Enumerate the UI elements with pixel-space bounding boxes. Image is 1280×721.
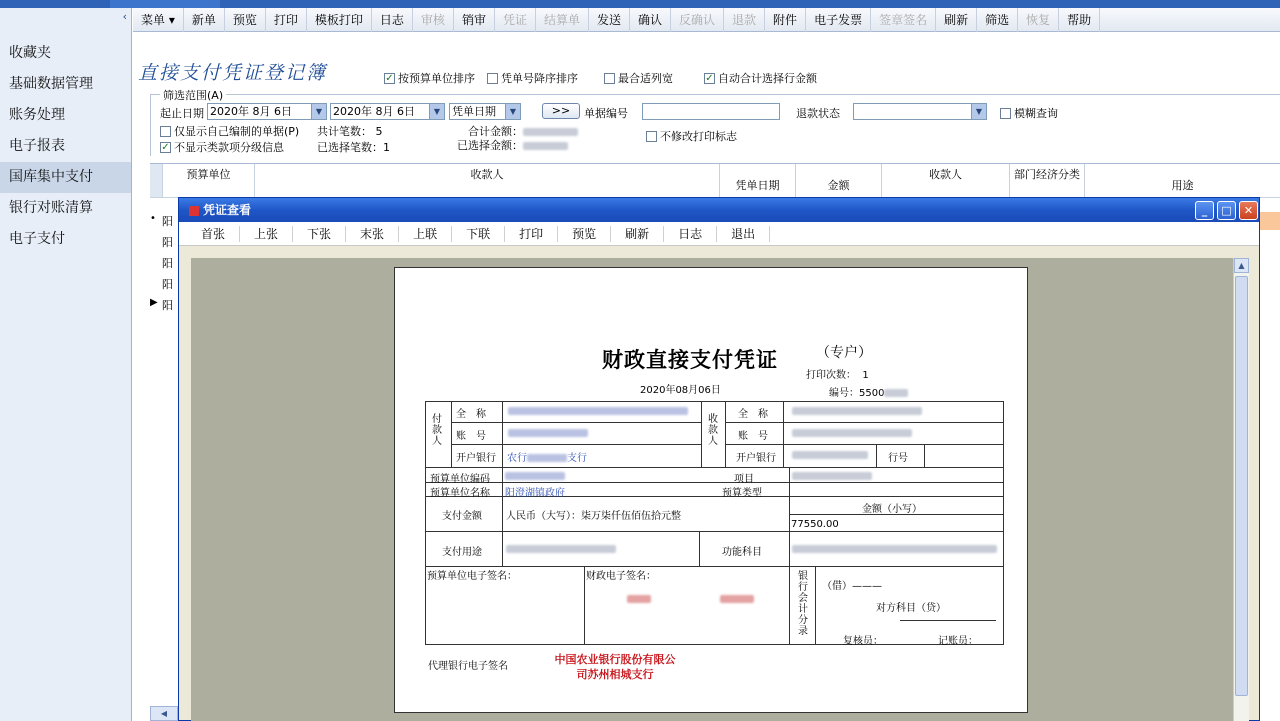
toolbar-button[interactable]: 发送 (589, 8, 630, 32)
blurred-value (792, 429, 912, 437)
toolbar-button[interactable]: 审核 (413, 8, 454, 32)
toolbar-button[interactable]: 筛选 (977, 8, 1018, 32)
print-count-label: 打印次数： (806, 370, 856, 381)
blurred-value (884, 389, 908, 397)
collapse-icon[interactable]: ‹ (122, 10, 127, 23)
func-subject-label: 功能科目 (722, 547, 762, 558)
sidebar-item[interactable]: 收藏夹 (9, 45, 51, 61)
grid-header-econ-class[interactable]: 部门经济分类 (1010, 164, 1085, 198)
payee-account-label: 账 号 (738, 431, 768, 442)
grid-header-unit[interactable]: 预算单位 (163, 164, 255, 198)
window-titlebar[interactable] (179, 198, 1259, 222)
payee-fullname-value (792, 406, 922, 417)
chevron-down-icon[interactable]: ▼ (971, 104, 986, 119)
payee-bank-label: 开户银行 (736, 453, 776, 464)
blurred-value (792, 451, 868, 459)
credit-label: 对方科目（贷） (876, 603, 946, 614)
unit-code-label: 预算单位编码 (430, 474, 490, 485)
chevron-down-icon[interactable]: ▼ (505, 104, 520, 119)
viewer-toolbar-button[interactable]: 打印 (505, 226, 558, 242)
scroll-left-icon[interactable]: ◀ (150, 706, 178, 721)
hide-detail-label: 不显示类款项分级信息 (174, 141, 284, 154)
page-title: 直接支付凭证登记簿 (138, 62, 328, 84)
toolbar-button[interactable]: 帮助 (1059, 8, 1100, 32)
main-toolbar (133, 8, 1280, 32)
payee-bank-value (792, 450, 868, 461)
sidebar-item[interactable]: 电子报表 (9, 138, 65, 154)
refund-status-select[interactable] (853, 103, 987, 120)
sidebar-item[interactable]: 银行对账清算 (9, 200, 93, 216)
payee-fullname-label: 全 称 (738, 409, 768, 420)
voucher-serial (829, 384, 908, 399)
only-mine-label: 仅显示自己编制的单据(P) (174, 125, 300, 138)
minimize-button[interactable]: _ (1195, 201, 1214, 220)
viewer-toolbar (179, 222, 1259, 246)
grid-header-amount[interactable]: 金额 (796, 164, 882, 198)
checkbox-checked-icon: ✓ (385, 72, 394, 84)
auto-sum-label: 自动合计选择行金额 (718, 72, 817, 85)
fuzzy-query-checkbox[interactable] (1000, 105, 1058, 121)
blurred-value (523, 142, 568, 150)
refund-status-label: 退款状态 (796, 107, 840, 120)
total-amount-label: 合计金额： (468, 125, 523, 138)
purpose-label: 支付用途 (442, 547, 482, 558)
selected-row-highlight (1258, 212, 1280, 230)
viewer-toolbar-button[interactable]: 末张 (346, 226, 399, 242)
doc-no-input[interactable] (642, 103, 780, 120)
sidebar (0, 8, 132, 721)
table-row[interactable]: 阳 (162, 257, 173, 270)
scroll-up-icon[interactable]: ▲ (1234, 258, 1249, 273)
checkbox-icon (487, 73, 498, 84)
selected-count-label: 已选择笔数： (317, 141, 383, 154)
toolbar-button[interactable]: 打印 (266, 8, 307, 32)
blurred-value (508, 429, 588, 437)
amount-lower-label: 金额（小写） (862, 504, 922, 515)
checkbox-icon (1000, 108, 1011, 119)
toolbar-button[interactable]: 新单 (184, 8, 225, 32)
no-print-mark-label: 不修改打印标志 (660, 130, 737, 143)
blurred-value (523, 128, 578, 136)
date-to-value: 2020年 8月 6日 (333, 105, 415, 118)
finance-sign-stamp-2 (720, 594, 754, 605)
blurred-value (508, 407, 688, 415)
print-count-value: 1 (862, 370, 869, 381)
budget-type-label: 预算类型 (722, 488, 762, 499)
finance-sign-stamp-1 (627, 594, 651, 605)
checkbox-icon (160, 126, 171, 137)
finance-sign-label: 财政电子签名： (586, 571, 656, 582)
checkbox-checked-icon: ✓ (705, 72, 714, 84)
toolbar-button[interactable]: 退款 (724, 8, 765, 32)
viewer-toolbar-button[interactable]: 预览 (558, 226, 611, 242)
payee-label: 收款人 (708, 414, 718, 447)
row-marker-icon: • (150, 213, 156, 224)
fuzzy-query-label: 模糊查询 (1014, 107, 1058, 120)
table-row[interactable]: 阳 (162, 278, 173, 291)
amount-upper-value: 人民币（大写）：柒万柒仟伍佰伍拾元整 (506, 511, 681, 522)
payer-label: 付款人 (432, 414, 442, 447)
only-mine-checkbox[interactable] (160, 123, 299, 139)
grid-header-purpose[interactable]: 用途 (1085, 164, 1280, 198)
blurred-value (527, 454, 567, 462)
viewer-toolbar-button[interactable]: 刷新 (611, 226, 664, 242)
blurred-value (792, 545, 997, 553)
debit-label: （借）——— (822, 581, 882, 592)
toolbar-button[interactable]: 签章签名 (871, 8, 936, 32)
selected-count-display (317, 139, 390, 155)
toolbar-button[interactable]: 反确认 (671, 8, 724, 32)
payer-bank-prefix: 农行 (507, 453, 527, 464)
agent-bank-stamp (540, 652, 690, 682)
reviewer-label: 复核员： (843, 636, 883, 647)
sort-desc-checkbox[interactable] (487, 70, 578, 86)
payer-bank-label: 开户银行 (456, 453, 496, 464)
bookkeeper-label: 记账员： (938, 636, 978, 647)
viewer-toolbar-button[interactable]: 上张 (240, 226, 293, 242)
selected-amount-display (457, 137, 568, 153)
viewer-toolbar-button[interactable]: 退出 (717, 226, 770, 242)
project-label: 项目 (734, 474, 754, 485)
voucher-tag: （专户） (816, 345, 872, 361)
bank-no-label: 行号 (888, 453, 908, 464)
maximize-button[interactable]: □ (1217, 201, 1236, 220)
hide-detail-checkbox[interactable] (160, 139, 284, 155)
stamp-line-2: 司苏州相城支行 (576, 668, 654, 681)
total-count-display (317, 123, 383, 139)
voucher-date: 2020年08月06日 (640, 385, 721, 396)
row-marker-icon: ▶ (150, 297, 158, 308)
blurred-value (792, 472, 872, 480)
checkbox-checked-icon: ✓ (161, 141, 170, 153)
sort-desc-label: 凭单号降序排序 (501, 72, 578, 85)
agent-bank-sign-label: 代理银行电子签名 (428, 661, 508, 672)
total-count-value: 5 (375, 125, 383, 138)
bank-entry-label: 银行会计分录 (798, 571, 808, 637)
sidebar-item[interactable]: 国库集中支付 (0, 162, 131, 193)
toolbar-button[interactable]: 电子发票 (806, 8, 871, 32)
voucher-title: 财政直接支付凭证 (602, 347, 778, 372)
viewer-toolbar-button[interactable]: 下张 (293, 226, 346, 242)
blurred-value (627, 595, 651, 603)
date-to-picker[interactable] (330, 103, 445, 120)
sidebar-item[interactable]: 电子支付 (9, 231, 65, 247)
blurred-value (505, 472, 565, 480)
serial-label: 编号：5500 (829, 388, 885, 399)
grid-header-payee[interactable]: 收款人 (255, 164, 720, 198)
checkbox-icon (604, 73, 615, 84)
table-row[interactable]: 阳 (162, 215, 173, 228)
func-subject-value (792, 544, 997, 555)
viewer-toolbar-button[interactable]: 上联 (399, 226, 452, 242)
viewer-toolbar-button[interactable]: 首张 (187, 226, 240, 242)
toolbar-button[interactable]: 日志 (372, 8, 413, 32)
window-title: 凭证查看 (203, 203, 252, 217)
print-count (806, 366, 869, 381)
doc-no-label: 单据编号 (584, 107, 628, 120)
auto-sum-checkbox[interactable] (704, 70, 817, 86)
payer-bank-suffix: 支行 (567, 453, 587, 464)
toolbar-button[interactable]: 凭证 (495, 8, 536, 32)
payer-account-label: 账 号 (456, 431, 486, 442)
scroll-thumb[interactable] (1235, 276, 1248, 696)
app-icon (189, 206, 199, 216)
no-print-mark-checkbox[interactable] (646, 128, 737, 144)
blurred-value (792, 407, 922, 415)
grid-header-date[interactable]: 凭单日期 (720, 164, 796, 198)
sidebar-item[interactable]: 账务处理 (9, 107, 65, 123)
close-button[interactable]: ✕ (1239, 201, 1258, 220)
grid-corner (150, 164, 163, 198)
purpose-value (506, 544, 616, 555)
payer-fullname-label: 全 称 (456, 409, 486, 420)
toolbar-button[interactable]: 预览 (225, 8, 266, 32)
total-count-label: 共计笔数： (317, 125, 372, 138)
sidebar-menu (0, 38, 131, 255)
best-fit-label: 最合适列宽 (618, 72, 673, 85)
project-value (792, 471, 872, 482)
payee-account-value (792, 428, 912, 439)
payer-account-value (508, 428, 588, 439)
table-row[interactable]: 阳 (162, 299, 173, 312)
selected-count-value: 1 (383, 141, 390, 154)
amount-lower-value: 77550.00 (791, 519, 839, 530)
date-type-select[interactable] (449, 103, 521, 120)
unit-name-value: 阳澄湖镇政府 (505, 488, 565, 499)
blurred-value (506, 545, 616, 553)
toolbar-button[interactable]: 确认 (630, 8, 671, 32)
table-row[interactable]: 阳 (162, 236, 173, 249)
unit-sign-label: 预算单位电子签名： (427, 571, 517, 582)
toolbar-button[interactable]: 刷新 (936, 8, 977, 32)
chevron-down-icon[interactable]: ▼ (311, 104, 326, 119)
payer-fullname-value (508, 406, 688, 417)
checkbox-icon (646, 131, 657, 142)
viewer-toolbar-button[interactable]: 下联 (452, 226, 505, 242)
toolbar-button[interactable]: 菜单 ▾ (133, 8, 184, 32)
viewer-toolbar-button[interactable]: 日志 (664, 226, 717, 242)
payer-bank-value (507, 449, 587, 464)
date-from-picker[interactable] (207, 103, 327, 120)
date-from-value: 2020年 8月 6日 (210, 105, 292, 118)
date-range-label: 起止日期 (160, 107, 204, 120)
pay-amount-label: 支付金额 (442, 511, 482, 522)
sort-by-unit-checkbox[interactable] (384, 70, 475, 86)
best-fit-checkbox[interactable] (604, 70, 673, 86)
sidebar-item[interactable]: 基础数据管理 (9, 76, 93, 92)
vertical-scrollbar[interactable] (1233, 258, 1249, 721)
filter-legend: 筛选范围(A) (160, 87, 226, 103)
toolbar-button[interactable]: 恢复 (1018, 8, 1059, 32)
grid-header-payee2[interactable]: 收款人 (882, 164, 1010, 198)
date-type-value: 凭单日期 (452, 105, 496, 118)
stamp-line-1: 中国农业银行股份有限公 (554, 653, 676, 666)
unit-code-value (505, 471, 565, 482)
sort-by-unit-label: 按预算单位排序 (398, 72, 475, 85)
unit-name-label: 预算单位名称 (430, 488, 490, 499)
toolbar-button[interactable]: 模板打印 (307, 8, 372, 32)
toolbar-button[interactable]: 结算单 (536, 8, 589, 32)
blurred-value (720, 595, 754, 603)
toolbar-button[interactable]: 附件 (765, 8, 806, 32)
apply-filter-button[interactable]: >> (542, 103, 580, 119)
chevron-down-icon[interactable]: ▼ (429, 104, 444, 119)
selected-amount-label: 已选择金额： (457, 139, 523, 152)
toolbar-button[interactable]: 销审 (454, 8, 495, 32)
